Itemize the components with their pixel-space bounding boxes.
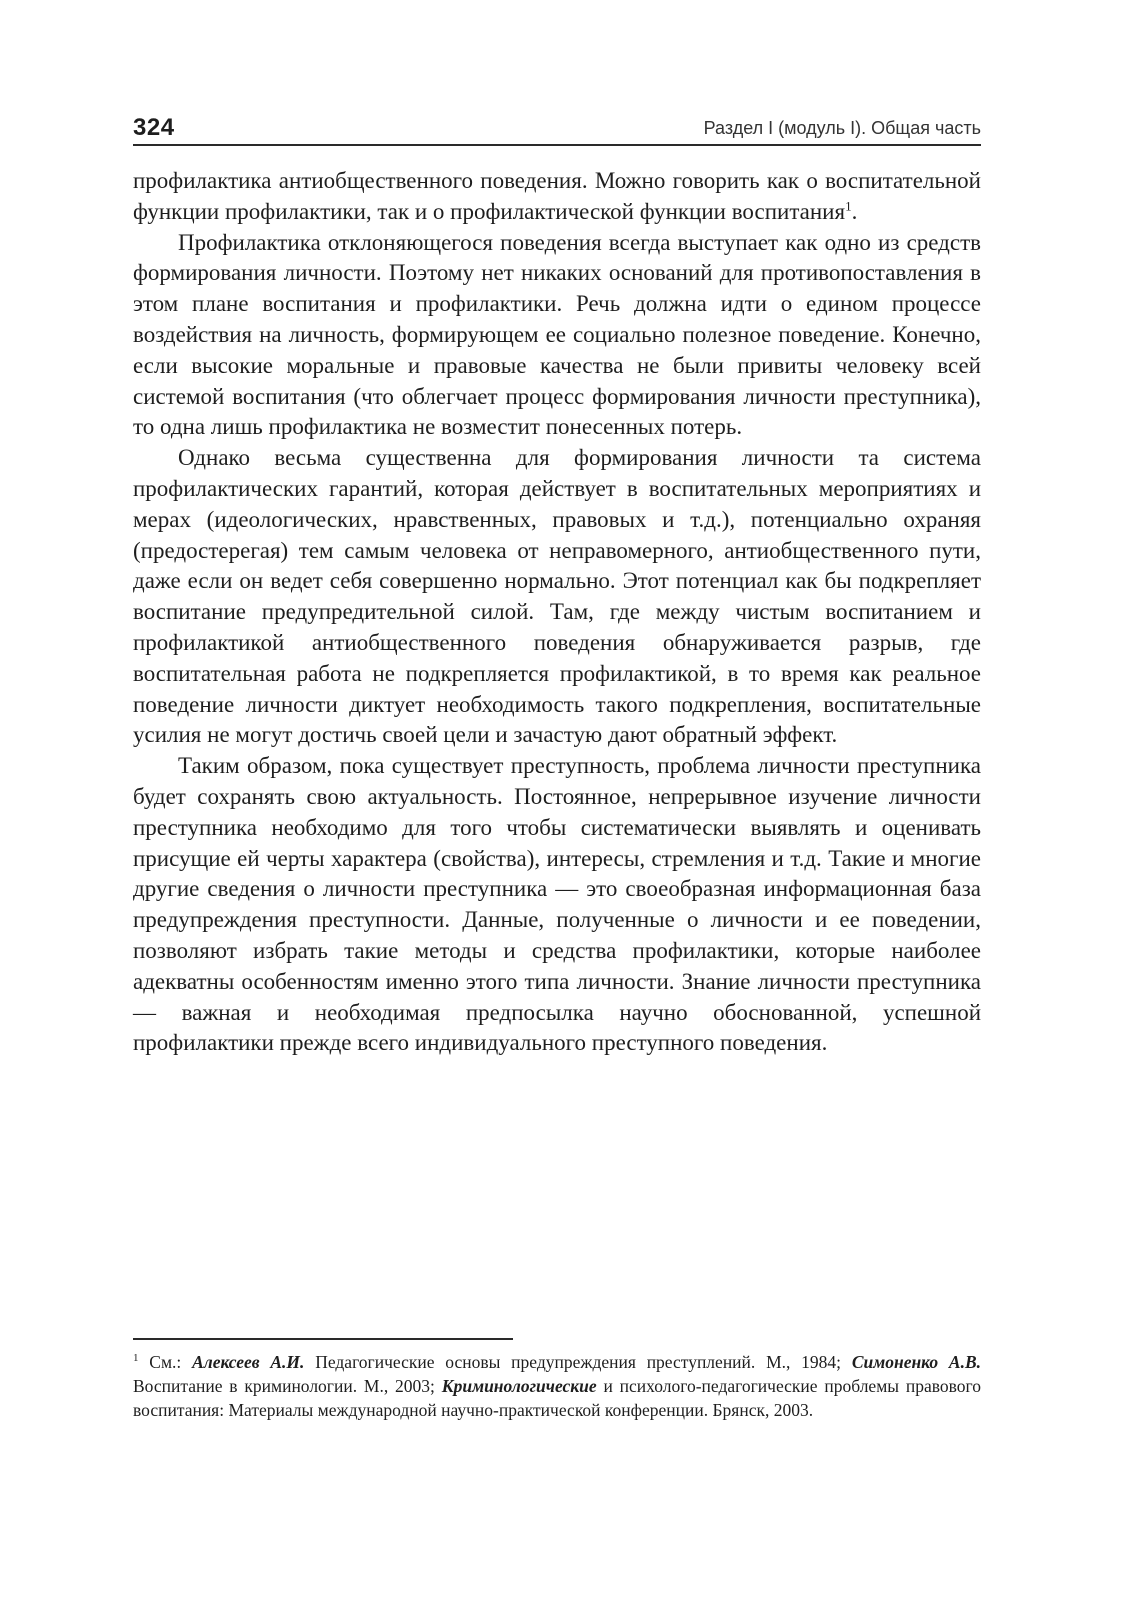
footnote-text-3: и психолого-педагогические проблемы правового воспитания: Материалы международной научно-практической конференции. Брянск, 2003.: [133, 1376, 982, 1420]
page-number: 324: [133, 114, 175, 141]
footnote-divider: [133, 1338, 513, 1340]
paragraph-1-text: профилактика антиобщественного поведения. Можно говорить как о воспитательной функции профилактики, так и о профилактической функции воспитания: [133, 168, 981, 224]
running-head: Раздел I (модуль I). Общая часть: [703, 118, 981, 138]
footnote-marker: 1: [133, 1352, 139, 1365]
footnote-text-1: Педагогические основы предупреждения преступлений. М., 1984;: [315, 1352, 842, 1372]
footnote: [133, 1350, 981, 1422]
page-header: [133, 108, 981, 146]
footnote-author-1: Алексеев А.И.: [192, 1352, 305, 1372]
footnote-see: См.:: [149, 1352, 182, 1372]
paragraph-3: Однако весьма существенна для формирования личности та система профилактических гарантий, которая действует в воспитательных мероприятиях и мерах (идеологических, нравственных, правовых и т.д.), потенциально охраняя (предостерегая) тем самым человека от неправомерного, антиобщественного пути, даже если он ведет себя совершенно нормально. Этот потенциал как бы подкрепляет воспитание предупредительной силой. Там, где между чистым воспитанием и профилактикой антиобщественного поведения обнаруживается разрыв, где воспитательная работа не подкрепляется профилактикой, в то время как реальное поведение личности диктует необходимость такого подкрепления, воспитательные усилия не могут достичь своей цели и зачастую дают обратный эффект.: [133, 445, 981, 748]
paragraph-4: Таким образом, пока существует преступность, проблема личности преступника будет сохранять свою актуальность. Постоянное, непрерывное изучение личности преступника необходимо для того чтобы систематически выявлять и оценивать присущие ей черты характера (свойства), интересы, стремления и т.д. Такие и многие другие сведения о личности преступника — это своеобразная информационная база предупреждения преступности. Данные, полученные о личности и ее поведении, позволяют избрать такие методы и средства профилактики, которые наиболее адекватны особенностям именно этого типа личности. Знание личности преступника — важная и необходимая предпосылка научно обоснованной, успешной профилактики прежде всего индивидуального преступного поведения.: [133, 753, 981, 1056]
footnote-text-2: Воспитание в криминологии. М., 2003;: [133, 1376, 435, 1396]
paragraph-1: профилактика антиобщественного поведения. Можно говорить как о воспитательной функции профилактики, так и о профилактической функции воспитания$^1$.: [133, 168, 981, 224]
footnote-author-2: Симоненко А.В.: [851, 1352, 982, 1372]
footnote-title-3: Криминологические: [441, 1376, 597, 1396]
paragraph-2: Профилактика отклоняющегося поведения всегда выступает как одно из средств формирования личности. Поэтому нет никаких оснований для противопоставления в этом плане воспитания и профилактики. Речь должна идти о едином процессе воздействия на личность, формирующем ее социально полезное поведение. Конечно, если высокие моральные и правовые качества не были привиты человеку всей системой воспитания (что облегчает процесс формирования личности преступника), то одна лишь профилактика не возместит понесенных потерь.: [133, 229, 981, 440]
footnote-reference: 1: [845, 198, 852, 214]
body-text: [133, 166, 981, 1059]
